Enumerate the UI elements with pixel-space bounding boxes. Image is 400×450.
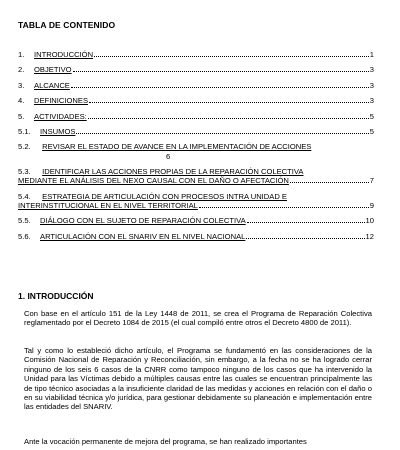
toc-entry-page: 9 — [369, 200, 374, 210]
toc-leader-dots — [247, 222, 365, 223]
toc-entry-title: OBJETIVO — [34, 65, 72, 75]
toc-entry-page: 5 — [369, 111, 374, 121]
toc-entry-page: 7 — [369, 176, 374, 186]
toc-leader-dots — [76, 133, 368, 134]
toc-entry-1[interactable] — [18, 50, 374, 59]
toc-entry-number: 4. — [18, 96, 25, 106]
toc-entry-5[interactable] — [18, 112, 374, 121]
toc-entry-title: INTRODUCCIÓN — [34, 50, 94, 59]
toc-entry-page: 10 — [365, 216, 374, 226]
toc-entry-number: 5.5. — [18, 216, 31, 226]
toc-entry-title-continued: MEDIANTE EL ANÁLISIS DEL NEXO CAUSAL CON EL DAÑO O AFECTACIÓN — [18, 176, 289, 186]
toc-entry-title: ESTRATEGIA DE ARTICULACIÓN CON PROCESOS INTRA UNIDAD E — [42, 191, 287, 201]
toc-entry-title: INSUMOS — [40, 126, 76, 136]
intro-paragraph-2: Tal y como lo estableció dicho artículo, el Programa se fundamentó en las consideraciones de la Comisión Nacional de Reparación y Reconciliación, sin embargo, a la fecha no se ha logrado cerrar ninguno de los seis 6 casos de la CNRR como tampoco ninguno de los casos que ha intervenido la Unidad para las Víctimas debido a múltiples causas entre las cuales se encuentran principalmente las de tipo técnico asociadas a la insuficiente claridad de las medidas y acciones en relación con el daño o en su viabilidad técnica y/o jurídica, para gestionar debidamente su planeación e implementación entre las entidades del SNARIV. — [24, 346, 372, 412]
toc-leader-dots — [199, 207, 369, 208]
toc-entry-number: 5.3. — [18, 166, 31, 176]
toc-entry-3[interactable] — [18, 81, 374, 90]
toc-entry-5-6[interactable] — [18, 232, 374, 241]
table-of-contents — [18, 50, 374, 247]
toc-entry-number: 5.4. — [18, 191, 31, 201]
toc-entry-number: 5.6. — [18, 231, 31, 241]
toc-entry-number: 1. — [18, 50, 25, 59]
toc-entry-page: 3 — [369, 96, 374, 106]
toc-entry-4[interactable] — [18, 96, 374, 105]
toc-entry-number: 5.2. — [18, 142, 31, 152]
toc-leader-dots — [89, 102, 369, 103]
toc-entry-5-1[interactable] — [18, 127, 374, 136]
toc-entry-title: ARTICULACIÓN CON EL SNARIV EN EL NIVEL NACIONAL — [40, 231, 246, 241]
toc-entry-number: 5. — [18, 111, 25, 121]
toc-entry-title: REVISAR EL ESTADO DE AVANCE EN LA IMPLEMENTACIÓN DE ACCIONES — [42, 142, 312, 152]
toc-entry-title: IDENTIFICAR LAS ACCIONES PROPIAS DE LA REPARACIÓN COLECTIVA — [42, 166, 304, 176]
toc-entry-title: ALCANCE — [34, 80, 70, 90]
toc-leader-dots — [246, 238, 364, 239]
toc-heading: TABLA DE CONTENIDO — [18, 20, 116, 30]
intro-paragraph-3: Ante la vocación permanente de mejora del programa, se han realizado importantes — [24, 437, 307, 446]
intro-paragraph-1: Con base en el artículo 151 de la Ley 1448 de 2011, se crea el Programa de Reparación Colectiva reglamentado por el Decreto 1084 de 2015 (el cual compiló entre otros el Decreto 4800 de 2011). — [24, 309, 372, 328]
toc-entry-page: 3 — [369, 65, 374, 75]
toc-leader-dots — [94, 56, 369, 57]
toc-entry-title: DIÁLOGO CON EL SUJETO DE REPARACIÓN COLECTIVA — [40, 216, 246, 226]
section-heading-introduccion: 1. INTRODUCCIÓN — [18, 291, 94, 301]
toc-entry-number: 5.1. — [18, 126, 31, 136]
toc-entry-title: ACTIVIDADES: — [34, 111, 87, 121]
toc-entry-page: 5 — [369, 126, 374, 136]
toc-entry-5-5[interactable] — [18, 216, 374, 225]
toc-entry-page: 1 — [369, 50, 374, 59]
toc-leader-dots — [73, 71, 369, 72]
toc-entry-page: 6 — [166, 151, 171, 161]
toc-entry-2[interactable] — [18, 65, 374, 74]
toc-entry-page: 3 — [369, 80, 374, 90]
toc-entry-number: 3. — [18, 80, 25, 90]
toc-leader-dots — [290, 182, 369, 183]
toc-leader-dots — [71, 87, 369, 88]
toc-entry-title-continued: INTERINSTITUCIONAL EN EL NIVEL TERRITORIAL — [18, 200, 198, 210]
toc-entry-page: 12 — [365, 231, 374, 241]
toc-entry-number: 2. — [18, 65, 25, 75]
toc-entry-title: DEFINICIONES — [34, 96, 89, 106]
toc-entry-5-4[interactable] — [18, 192, 374, 210]
toc-entry-5-2[interactable] — [18, 142, 374, 160]
toc-entry-5-3[interactable] — [18, 167, 374, 185]
toc-leader-dots — [88, 118, 369, 119]
